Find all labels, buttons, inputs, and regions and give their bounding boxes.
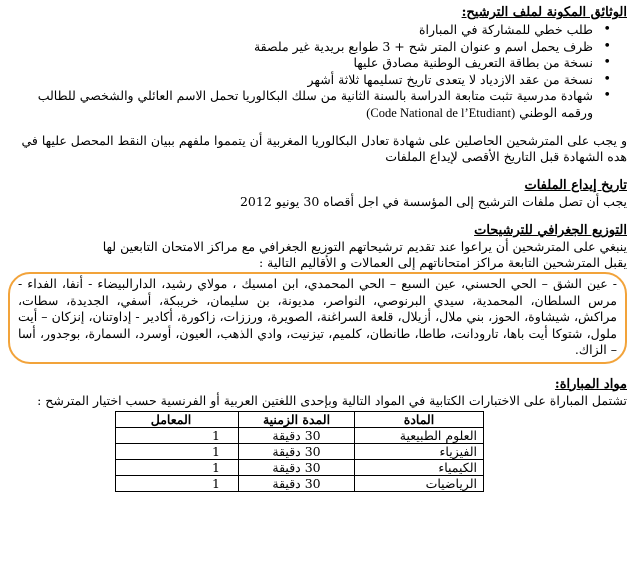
header-duration: المدة الزمنية bbox=[239, 411, 355, 427]
exam-intro: تشتمل المباراة على الاختبارات الكتابية في المواد التالية وبإحدى اللغتين العربية أو الفرنسية حسب اختيار المترشح : bbox=[37, 392, 627, 408]
list-item-school-certificate bbox=[6, 88, 593, 121]
deadline-text: يجب أن تصل ملفات الترشيح إلى المؤسسة في اجل أقصاه 30 يونيو 2012 bbox=[239, 194, 627, 209]
cell-duration: 30 دقيقة bbox=[239, 443, 355, 459]
exam-heading: مواد المباراة: bbox=[554, 376, 627, 392]
table-row bbox=[116, 475, 484, 491]
cell-subject: الفيزياء bbox=[355, 443, 484, 459]
regions-text: - عين الشق – الحي الحسني، عين السبع – الحي المحمدي، ابن امسيك ، مولاي رشيد، الدارالبيضاء - أنفا، الفداء - مرس السلطان، المحمدية، سيدي البرنوصي، النواصر، مديونة، بن سليمان، خريبكة، أسفي، الجديدة، سطات، مراكش، شيشاوة، الحوز، بني ملال، أزيلال، قلعة السراغنة، الصويرة، ورززات، زاكورة، أكادير - إداوتنان، إنزكان – أيت ملول، شتوكا أيت باها، تارودانت، طاطا، طانطان، كلميم، تيزنيت، وادي الذهب، العيون، أوسرد، السمارة، بوجدور، أسا – الزاك. bbox=[18, 276, 617, 357]
list-item: • طلب خطي للمشاركة في المباراة bbox=[6, 22, 593, 39]
header-coefficient: المعامل bbox=[116, 411, 239, 427]
deadline-heading: تاريخ إيداع الملفات bbox=[524, 178, 627, 193]
cell-coefficient: 1 bbox=[116, 443, 239, 459]
table-row bbox=[116, 427, 484, 443]
equivalence-note: و يجب على المترشحين الحاصلين على شهادة تعادل البكالوريا المغربية أن يتمموا ملفهم ببيان النقط المحصل عليها في هده الشهادة قبل التاريخ الأقصى لإيداع الملفات bbox=[21, 133, 627, 164]
table-header-row bbox=[116, 411, 484, 427]
distribution-line-2: يقبل المترشحين التابعة مراكز امتحاناتهم إلى العمالات و الأقاليم التالية : bbox=[258, 255, 627, 270]
cell-duration: 30 دقيقة bbox=[239, 427, 355, 443]
list-item: • نسخة من عقد الازدياد لا يتعدى تاريخ تسليمها ثلاثة أشهر bbox=[6, 72, 593, 89]
documents-list bbox=[6, 22, 627, 121]
documents-heading: الوثائق المكونة لملف الترشيح: bbox=[461, 5, 627, 20]
cell-subject: الكيمياء bbox=[355, 459, 484, 475]
regions-highlight bbox=[8, 272, 627, 364]
cell-coefficient: 1 bbox=[116, 427, 239, 443]
table-row bbox=[116, 459, 484, 475]
list-item: • نسخة من بطاقة التعريف الوطنية مصادق عليها bbox=[6, 55, 593, 72]
subjects-table bbox=[115, 411, 484, 492]
school-certificate-text: شهادة مدرسية تثبت متابعة الدراسة بالسنة الثانية من سلك البكالوريا تحمل الاسم العائلي والشخصي للطالب ورقمه الوطني bbox=[37, 88, 593, 120]
cell-duration: 30 دقيقة bbox=[239, 475, 355, 491]
header-subject: المادة bbox=[355, 411, 484, 427]
list-item: • ظرف يحمل اسم و عنوان المتر شح + 3 طوابع بريدية غير ملصقة bbox=[6, 39, 593, 56]
cell-coefficient: 1 bbox=[116, 459, 239, 475]
cell-subject: الرياضيات bbox=[355, 475, 484, 491]
cell-coefficient: 1 bbox=[116, 475, 239, 491]
student-code-text: (Code National de l’Etudiant) bbox=[366, 105, 516, 120]
distribution-heading: التوزيع الجغرافي للترشيحات bbox=[474, 223, 627, 238]
table-row bbox=[116, 443, 484, 459]
cell-subject: العلوم الطبيعية bbox=[355, 427, 484, 443]
distribution-line-1: ينبغي على المترشحين أن يراعوا عند تقديم ترشيحاتهم التوزيع الجغرافي مع مراكز الامتحان التابعين لها bbox=[102, 239, 627, 254]
cell-duration: 30 دقيقة bbox=[239, 459, 355, 475]
